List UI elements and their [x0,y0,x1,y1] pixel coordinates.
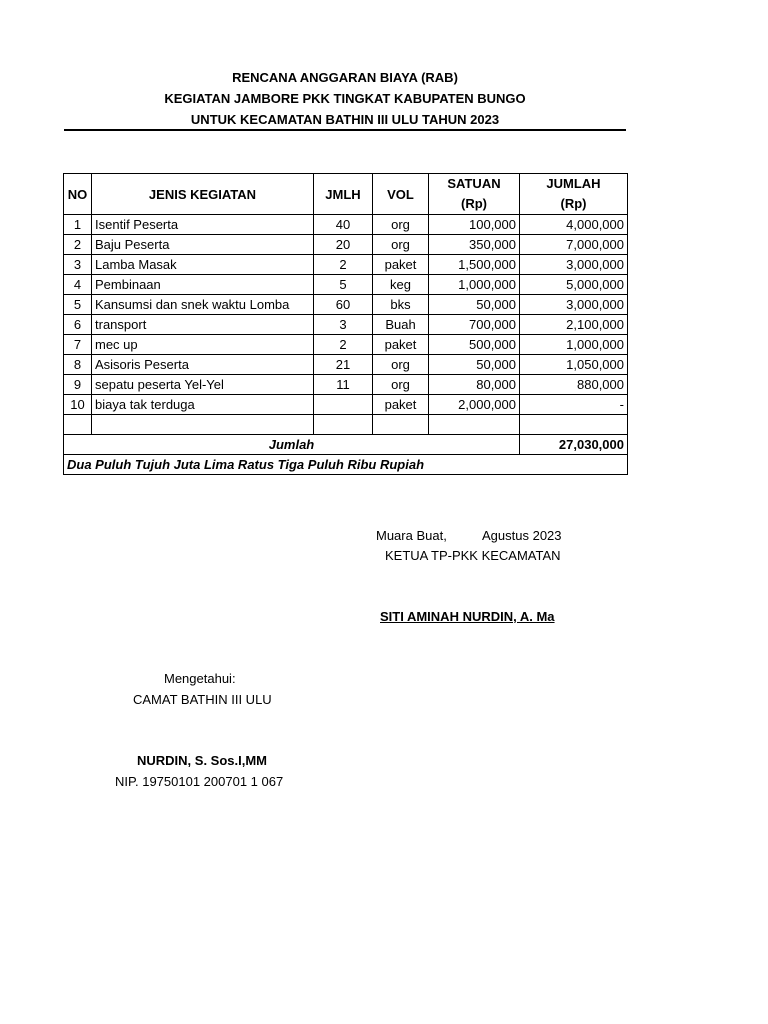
cell-jmlh: 5 [314,275,373,295]
cell-vol: paket [373,255,429,275]
signature-date: Agustus 2023 [482,528,562,543]
total-value: 27,030,000 [520,435,628,455]
cell-satuan: 50,000 [429,295,520,315]
empty-row [64,415,628,435]
signature-name-left: NURDIN, S. Sos.I,MM [137,753,268,768]
cell-satuan: 700,000 [429,315,520,335]
acknowledged-label: Mengetahui: [164,671,236,686]
cell-jmlh: 40 [314,215,373,235]
cell-jumlah: 880,000 [520,375,628,395]
cell-jmlh: 21 [314,355,373,375]
cell-jenis: Kansumsi dan snek waktu Lomba [92,295,314,315]
cell-jumlah: 4,000,000 [520,215,628,235]
title-line-3: UNTUK KECAMATAN BATHIN III ULU TAHUN 2023 [190,112,500,127]
amount-in-words-row [64,455,628,475]
signature-role-right: KETUA TP-PKK KECAMATAN [385,548,561,563]
cell-vol: org [373,235,429,255]
col-header-vol: VOL [373,174,429,215]
cell-satuan: 1,000,000 [429,275,520,295]
cell-no: 2 [64,235,92,255]
col-header-satuan: SATUAN [429,174,520,195]
cell-jenis: Baju Peserta [92,235,314,255]
cell-jmlh: 3 [314,315,373,335]
cell-vol: paket [373,395,429,415]
col-header-no: NO [64,174,92,215]
cell-jumlah: - [520,395,628,415]
cell-jmlh: 11 [314,375,373,395]
col-header-jenis: JENIS KEGIATAN [92,174,314,215]
title-line-2: KEGIATAN JAMBORE PKK TINGKAT KABUPATEN BUNGO [164,91,526,106]
cell-jmlh [314,395,373,415]
cell-no: 5 [64,295,92,315]
cell-vol: keg [373,275,429,295]
cell-vol: Buah [373,315,429,335]
cell-no: 7 [64,335,92,355]
cell-no: 6 [64,315,92,335]
cell-satuan: 100,000 [429,215,520,235]
amount-in-words: Dua Puluh Tujuh Juta Lima Ratus Tiga Puluh Ribu Rupiah [64,455,628,475]
signature-nip: NIP. 19750101 200701 1 067 [115,774,284,789]
cell-jmlh: 2 [314,335,373,355]
cell-jenis: Isentif Peserta [92,215,314,235]
budget-table [63,173,628,475]
cell-no: 1 [64,215,92,235]
cell-vol: org [373,215,429,235]
table-row [64,315,628,335]
cell-no: 9 [64,375,92,395]
cell-jmlh: 20 [314,235,373,255]
table-row [64,375,628,395]
cell-jumlah: 1,050,000 [520,355,628,375]
title-underline [64,129,626,131]
cell-satuan: 80,000 [429,375,520,395]
cell-jmlh: 2 [314,255,373,275]
signature-place: Muara Buat, [376,528,447,543]
cell-no: 8 [64,355,92,375]
cell-jenis: sepatu peserta Yel-Yel [92,375,314,395]
col-header-satuan-unit: (Rp) [429,194,520,215]
cell-jumlah: 2,100,000 [520,315,628,335]
table-row [64,255,628,275]
cell-vol: bks [373,295,429,315]
col-header-jmlh: JMLH [314,174,373,215]
cell-jumlah: 7,000,000 [520,235,628,255]
table-row [64,235,628,255]
col-header-jumlah: JUMLAH [520,174,628,195]
cell-jumlah: 3,000,000 [520,295,628,315]
table-row [64,275,628,295]
table-header-row [64,174,628,195]
cell-satuan: 350,000 [429,235,520,255]
cell-satuan: 50,000 [429,355,520,375]
table-row [64,295,628,315]
cell-satuan: 2,000,000 [429,395,520,415]
cell-no: 3 [64,255,92,275]
col-header-jumlah-unit: (Rp) [520,194,628,215]
cell-jumlah: 5,000,000 [520,275,628,295]
cell-jenis: Lamba Masak [92,255,314,275]
cell-jenis: Asisoris Peserta [92,355,314,375]
total-label: Jumlah [64,435,520,455]
table-row [64,395,628,415]
cell-jmlh: 60 [314,295,373,315]
cell-vol: paket [373,335,429,355]
cell-vol: org [373,375,429,395]
cell-jenis: biaya tak terduga [92,395,314,415]
table-row [64,215,628,235]
cell-jenis: mec up [92,335,314,355]
cell-satuan: 1,500,000 [429,255,520,275]
signature-name-right: SITI AMINAH NURDIN, A. Ma [380,609,555,624]
cell-vol: org [373,355,429,375]
cell-jumlah: 3,000,000 [520,255,628,275]
title-line-1: RENCANA ANGGARAN BIAYA (RAB) [232,70,458,85]
cell-no: 4 [64,275,92,295]
signature-role-left: CAMAT BATHIN III ULU [133,692,272,707]
cell-jumlah: 1,000,000 [520,335,628,355]
cell-jenis: Pembinaan [92,275,314,295]
table-row [64,355,628,375]
table-row [64,335,628,355]
cell-jenis: transport [92,315,314,335]
total-row [64,435,628,455]
cell-satuan: 500,000 [429,335,520,355]
cell-no: 10 [64,395,92,415]
